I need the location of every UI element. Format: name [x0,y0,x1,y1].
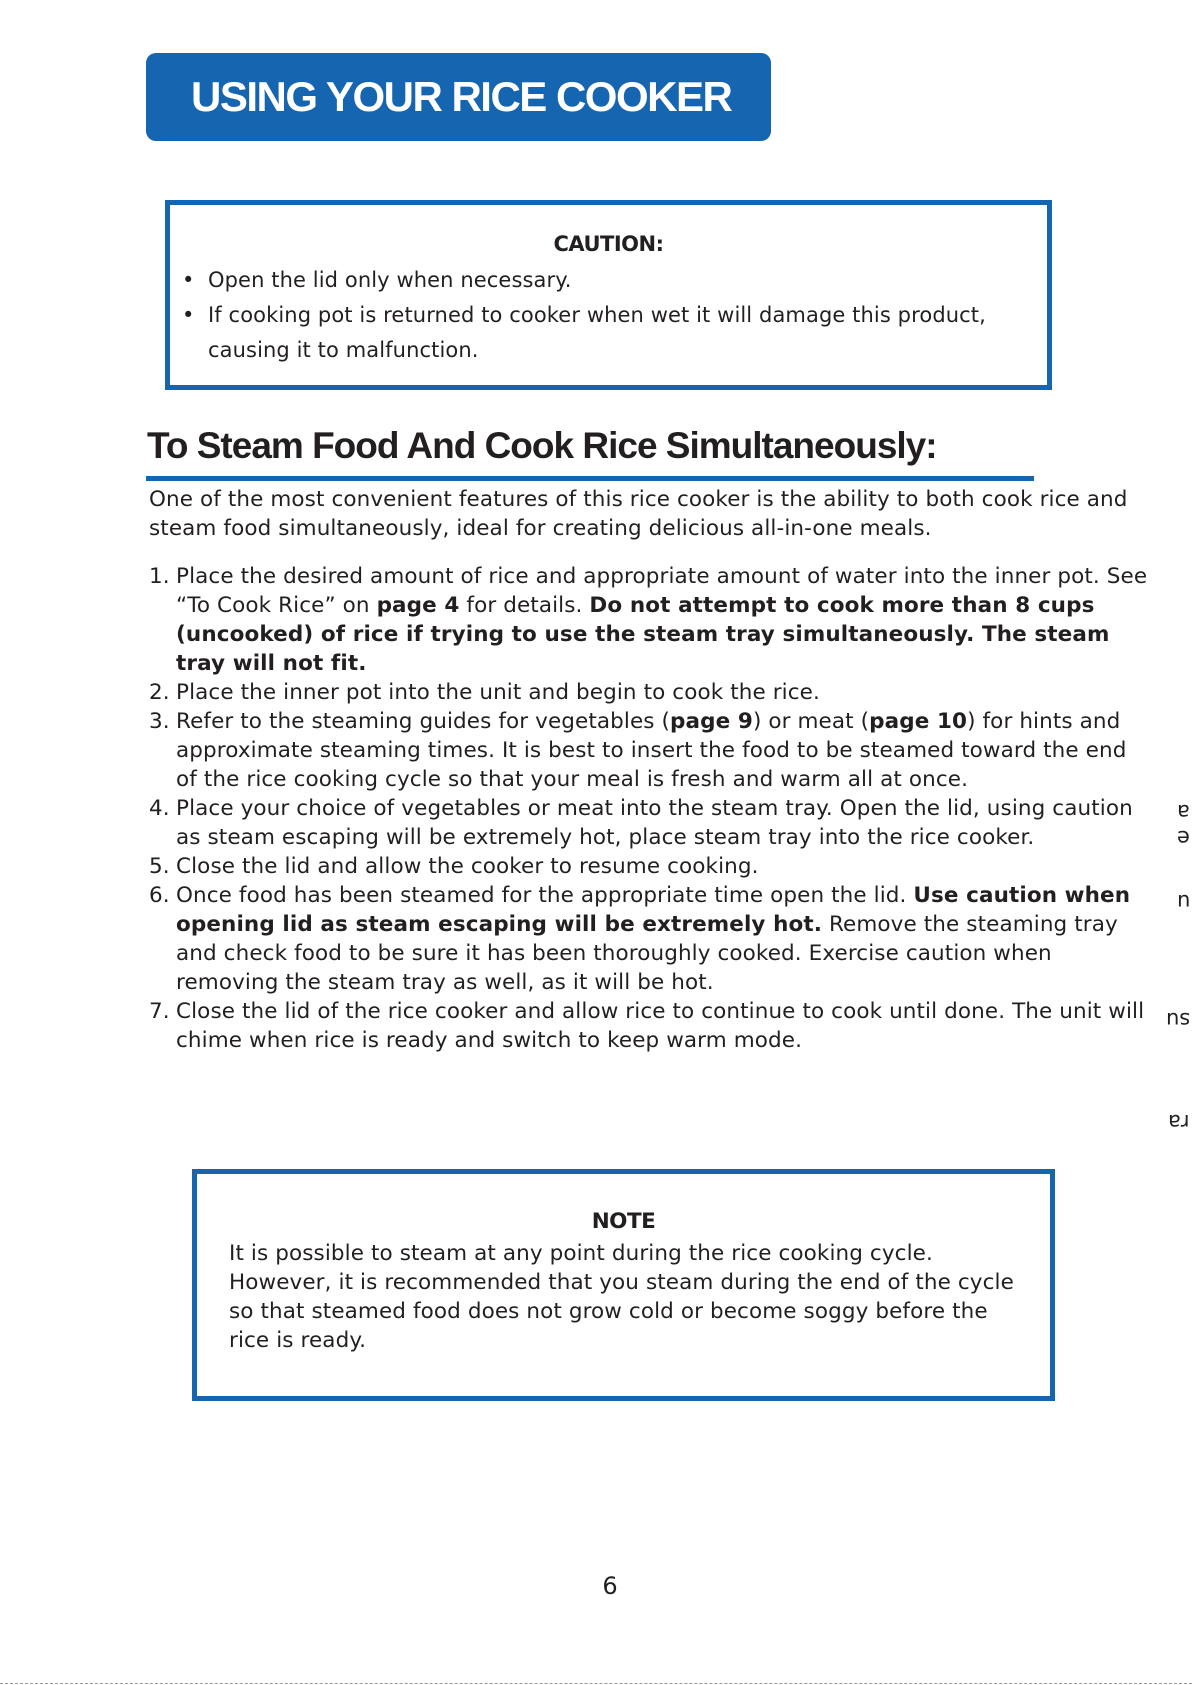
step-text: ) for hints and approximate steaming times. It is best to insert the food to be steamed toward the end of the rice cooking cycle so that your meal is fresh and warm all at once. [176,709,1127,792]
page-number: 6 [602,1572,618,1600]
heading-underline [146,476,1034,481]
header-banner [146,53,771,141]
caution-item [180,298,1037,368]
page-title: USING YOUR RICE COOKER [191,73,732,120]
step-item [149,852,1149,881]
step-item [149,707,1149,794]
page-reference: page 4 [376,593,460,618]
step-item [149,794,1149,852]
step-number: 5. [149,854,170,879]
page-reference: page 10 [869,709,968,734]
caution-list [180,263,1037,368]
bleed-through-text: u [1176,890,1190,914]
step-text: ) or meat ( [752,709,870,734]
intro-paragraph: One of the most convenient features of this rice cooker is the ability to both cook rice and steam food simultaneously, ideal for creating delicious all-in-one meals. [149,487,1128,541]
bleed-through-text: e [1177,826,1190,850]
step-item [149,997,1149,1055]
page-reference: page 9 [670,709,753,734]
step-text: Place your choice of vegetables or meat into the steam tray. Open the lid, using caution as steam escaping will be extremely hot, place steam tray into the rice cooker. [176,796,1133,850]
step-number: 6. [149,883,170,908]
step-item [149,881,1149,997]
step-number: 7. [149,999,170,1024]
note-body: It is possible to steam at any point during the rice cooking cycle. However, it is recommended that you steam during the end of the cycle so that steamed food does not grow cold or become soggy before the rice is ready. [229,1241,1014,1353]
steps-list [149,562,1149,1055]
step-number: 1. [149,564,170,589]
note-title: NOTE [591,1209,656,1234]
step-number: 2. [149,680,170,705]
step-item [149,678,1149,707]
bullet-icon: • [182,303,195,327]
caution-title: CAUTION: [553,232,664,256]
step-text: Place the inner pot into the unit and begin to cook the rice. [176,680,820,705]
step-text: Refer to the steaming guides for vegetables ( [176,709,671,734]
section-heading: To Steam Food And Cook Rice Simultaneously: [147,425,937,466]
bleed-through-text: su [1165,1008,1190,1032]
caution-item [180,263,1037,298]
step-text: Remove the steaming tray and check food to be sure it has been thoroughly cooked. Exercise caution when removing the steam tray as well, as it will be hot. [176,912,1118,995]
note-box [192,1169,1055,1401]
step-text: Place the desired amount of rice and appropriate amount of water into the inner pot. See “To Cook Rice” on [176,564,1148,618]
warning-text: Do not attempt to cook more than 8 cups (uncooked) of rice if trying to use the steam tray simultaneously. The steam tray will not fit. [176,593,1110,676]
step-item [149,562,1149,678]
step-text: Once food has been steamed for the appropriate time open the lid. [176,883,914,908]
step-text: Close the lid of the rice cooker and allow rice to continue to cook until done. The unit will chime when rice is ready and switch to keep warm mode. [176,999,1145,1053]
bullet-icon: • [182,268,195,292]
step-text: Close the lid and allow the cooker to resume cooking. [176,854,759,879]
caution-box [165,200,1052,390]
step-number: 4. [149,796,170,821]
caution-item-text: Open the lid only when necessary. [208,268,572,292]
step-number: 3. [149,709,170,734]
warning-text: Use caution when opening lid as steam escaping will be extremely hot. [176,883,1131,937]
page-edge-divider [0,1683,1192,1684]
bleed-through-text: ra [1168,1110,1190,1134]
step-text: for details. [459,593,590,618]
caution-item-text: If cooking pot is returned to cooker when wet it will damage this product, causing it to malfunction. [208,303,986,362]
bleed-through-text: a [1177,800,1190,824]
